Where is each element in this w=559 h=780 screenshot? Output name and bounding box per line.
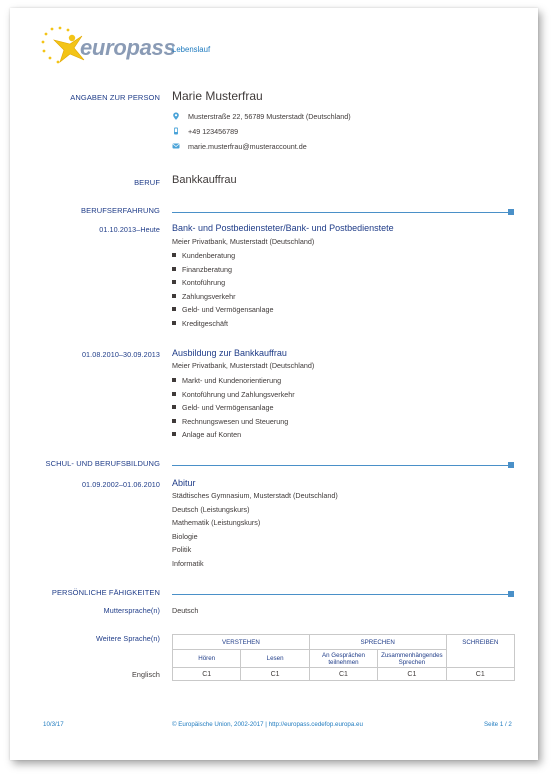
list-item: Kreditgeschäft [172,317,274,331]
cv-page [10,8,538,760]
education-line: Mathematik (Leistungskurs) [172,518,261,528]
phone-icon [172,127,180,135]
list-item: Finanzberatung [172,263,274,277]
table-subheader: Zusammenhängendes Sprechen [378,650,446,668]
section-label-experience: BERUFSERFAHRUNG [80,206,160,215]
section-divider-marker [508,462,514,468]
email-link[interactable]: marie.musterfrau@musteraccount.de [188,142,307,151]
section-divider [172,212,514,213]
table-group-header: VERSTEHEN [173,635,310,650]
experience-date: 01.08.2010–30.09.2013 [81,350,160,359]
table-cell: C1 [378,668,446,681]
email-icon [172,142,180,150]
experience-date: 01.10.2013–Heute [99,225,160,234]
list-item: Rechnungswesen und Steuerung [172,415,295,429]
table-group-header: SCHREIBEN [446,635,514,668]
other-languages-label: Weitere Sprache(n) [96,634,160,643]
experience-title: Bank- und Postbediensteter/Bank- und Postbedienstete [172,223,394,233]
education-line: Städtisches Gymnasium, Musterstadt (Deutschland) [172,491,338,500]
list-item: Geld- und Vermögensanlage [172,401,295,415]
footer-page-number: Seite 1 / 2 [484,721,512,728]
footer-date: 10/3/17 [43,721,64,728]
document-title: Lebenslauf [172,45,211,54]
europass-logo [40,26,176,64]
person-name: Marie Musterfrau [172,89,263,103]
experience-activities [172,374,295,442]
education-title: Abitur [172,478,196,488]
list-item: Kontoführung und Zahlungsverkehr [172,388,295,402]
education-line: Deutsch (Leistungskurs) [172,504,250,514]
list-item: Kundenberatung [172,249,274,263]
education-line: Politik [172,545,192,555]
location-pin-icon [172,112,180,120]
education-line: Informatik [172,558,204,568]
table-group-header: SPRECHEN [309,635,446,650]
list-item: Zahlungsverkehr [172,290,274,304]
section-divider [172,594,514,595]
footer-copyright-link[interactable]: © Europäische Union, 2002-2017 | http://europass.cedefop.europa.eu [172,721,363,728]
section-label-education: SCHUL- UND BERUFSBILDUNG [45,459,160,468]
mother-tongue-value: Deutsch [172,606,199,615]
education-details [172,489,338,571]
experience-employer: Meier Privatbank, Musterstadt (Deutschland) [172,237,315,246]
language-name: Englisch [132,670,160,679]
address-text: Musterstraße 22, 56789 Musterstadt (Deutschland) [188,112,351,121]
table-row [173,668,515,681]
section-divider-marker [508,591,514,597]
table-subheader: Lesen [241,650,309,668]
education-date: 01.09.2002–01.06.2010 [81,480,160,489]
table-cell: C1 [446,668,514,681]
table-cell: C1 [173,668,241,681]
table-subheader: An Gesprächen teilnehmen [309,650,377,668]
mother-tongue-label: Muttersprache(n) [103,606,160,615]
experience-title: Ausbildung zur Bankkauffrau [172,348,287,358]
list-item: Anlage auf Konten [172,428,295,442]
language-skills-table [172,634,515,681]
list-item: Markt- und Kundenorientierung [172,374,295,388]
section-divider-marker [508,209,514,215]
table-subheader: Hören [173,650,241,668]
section-label-skills: PERSÖNLICHE FÄHIGKEITEN [51,588,160,597]
table-group-header-row [173,635,515,650]
experience-activities [172,249,274,330]
job-title: Bankkauffrau [172,174,237,186]
table-cell: C1 [241,668,309,681]
list-item: Kontoführung [172,276,274,290]
section-label-job: BERUF [134,178,160,187]
phone-text: +49 123456789 [188,127,239,136]
table-cell: C1 [309,668,377,681]
list-item: Geld- und Vermögensanlage [172,303,274,317]
experience-employer: Meier Privatbank, Musterstadt (Deutschland) [172,361,315,370]
education-line: Biologie [172,531,198,541]
section-label-personal: ANGABEN ZUR PERSON [70,93,160,102]
logo-wordmark: europass [80,35,176,60]
section-divider [172,465,514,466]
